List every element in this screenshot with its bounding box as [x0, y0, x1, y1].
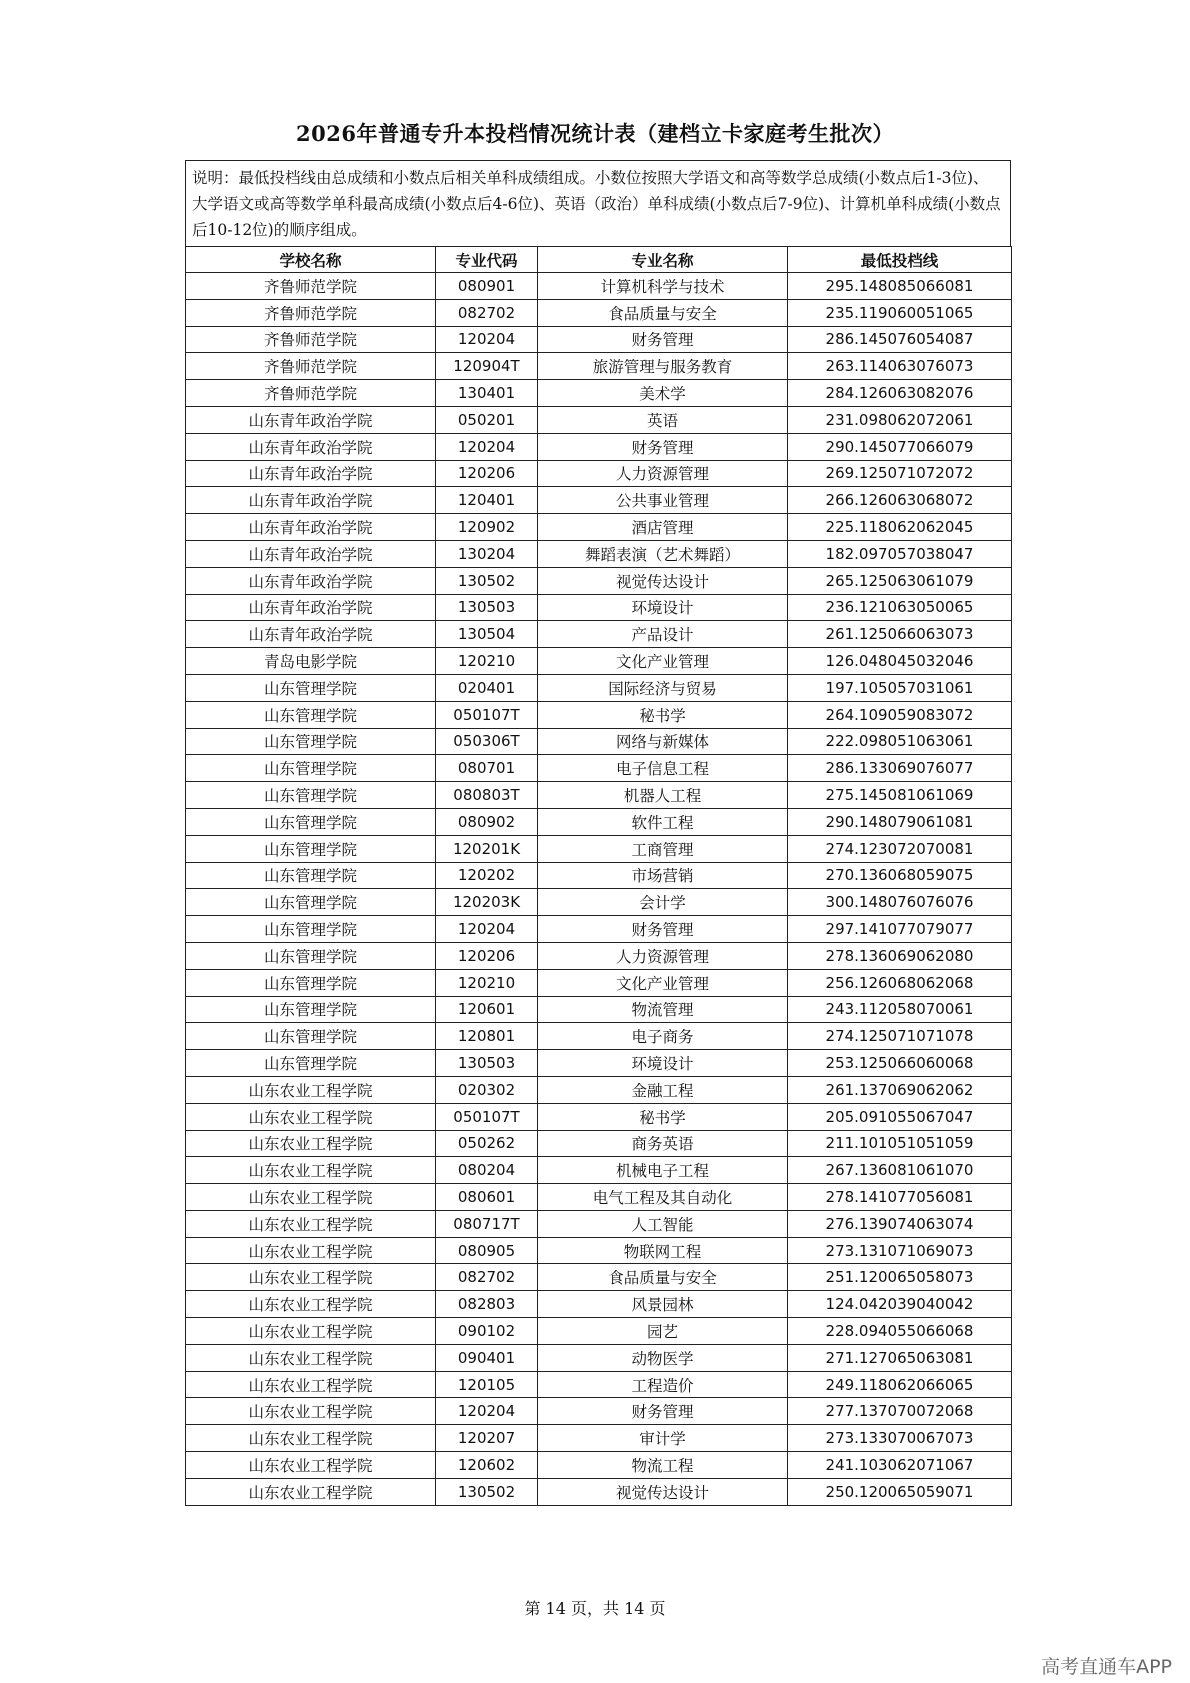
min-score-cell: 266.126063068072	[788, 487, 1012, 514]
table-row	[186, 1210, 1012, 1237]
table-header-row	[186, 247, 1012, 273]
table-row	[186, 1398, 1012, 1425]
school-name-cell: 山东青年政治学院	[186, 406, 436, 433]
table-row	[186, 1184, 1012, 1211]
school-name-cell: 山东管理学院	[186, 1050, 436, 1077]
min-score-cell: 263.114063076073	[788, 353, 1012, 380]
school-name-cell: 山东农业工程学院	[186, 1398, 436, 1425]
min-score-cell: 225.118062062045	[788, 514, 1012, 541]
school-name-cell: 山东农业工程学院	[186, 1318, 436, 1345]
min-score-cell: 265.125063061079	[788, 567, 1012, 594]
admission-sheet	[185, 160, 1011, 1506]
table-row	[186, 1264, 1012, 1291]
table-row	[186, 1023, 1012, 1050]
table-row	[186, 808, 1012, 835]
major-code-cell: 080701	[436, 755, 538, 782]
min-score-cell: 276.139074063074	[788, 1210, 1012, 1237]
major-name-cell: 电气工程及其自动化	[538, 1184, 788, 1211]
school-name-cell: 山东农业工程学院	[186, 1291, 436, 1318]
school-name-cell: 山东农业工程学院	[186, 1371, 436, 1398]
table-row	[186, 1103, 1012, 1130]
page-title: 2026年普通专升本投档情况统计表（建档立卡家庭考生批次）	[296, 121, 894, 146]
major-code-cell: 050262	[436, 1130, 538, 1157]
major-name-cell: 风景园林	[538, 1291, 788, 1318]
school-name-cell: 山东管理学院	[186, 755, 436, 782]
major-code-cell: 130204	[436, 540, 538, 567]
school-name-cell: 齐鲁师范学院	[186, 299, 436, 326]
min-score-cell: 126.048045032046	[788, 648, 1012, 675]
table-row	[186, 326, 1012, 353]
min-score-cell: 271.127065063081	[788, 1344, 1012, 1371]
major-name-cell: 秘书学	[538, 1103, 788, 1130]
school-name-cell: 山东农业工程学院	[186, 1425, 436, 1452]
major-code-cell: 082803	[436, 1291, 538, 1318]
min-score-cell: 197.105057031061	[788, 674, 1012, 701]
major-name-cell: 旅游管理与服务教育	[538, 353, 788, 380]
min-score-cell: 290.148079061081	[788, 808, 1012, 835]
table-row	[186, 916, 1012, 943]
min-score-cell: 290.145077066079	[788, 433, 1012, 460]
table-row	[186, 540, 1012, 567]
min-score-cell: 273.133070067073	[788, 1425, 1012, 1452]
major-name-cell: 酒店管理	[538, 514, 788, 541]
major-name-cell: 环境设计	[538, 1050, 788, 1077]
major-code-cell: 130503	[436, 594, 538, 621]
table-row	[186, 755, 1012, 782]
column-header-major-code: 专业代码	[436, 247, 538, 273]
major-code-cell: 050306T	[436, 728, 538, 755]
major-name-cell: 国际经济与贸易	[538, 674, 788, 701]
school-name-cell: 山东农业工程学院	[186, 1076, 436, 1103]
min-score-cell: 231.098062072061	[788, 406, 1012, 433]
admission-table	[185, 246, 1012, 1506]
major-code-cell: 082702	[436, 299, 538, 326]
watermark: 高考直通车APP	[1041, 1656, 1172, 1678]
min-score-cell: 286.145076054087	[788, 326, 1012, 353]
school-name-cell: 山东青年政治学院	[186, 487, 436, 514]
major-name-cell: 人力资源管理	[538, 942, 788, 969]
table-row	[186, 621, 1012, 648]
major-name-cell: 工程造价	[538, 1371, 788, 1398]
school-name-cell: 山东青年政治学院	[186, 460, 436, 487]
major-name-cell: 财务管理	[538, 1398, 788, 1425]
major-name-cell: 机械电子工程	[538, 1157, 788, 1184]
table-row	[186, 460, 1012, 487]
school-name-cell: 山东青年政治学院	[186, 594, 436, 621]
page-footer: 第 14 页，共 14 页	[524, 1599, 666, 1618]
min-score-cell: 253.125066060068	[788, 1050, 1012, 1077]
major-code-cell: 020401	[436, 674, 538, 701]
table-row	[186, 299, 1012, 326]
major-name-cell: 网络与新媒体	[538, 728, 788, 755]
table-row	[186, 1318, 1012, 1345]
school-name-cell: 山东管理学院	[186, 996, 436, 1023]
major-code-cell: 080717T	[436, 1210, 538, 1237]
school-name-cell: 山东农业工程学院	[186, 1210, 436, 1237]
school-name-cell: 山东农业工程学院	[186, 1103, 436, 1130]
table-row	[186, 1425, 1012, 1452]
school-name-cell: 山东管理学院	[186, 942, 436, 969]
major-code-cell: 120801	[436, 1023, 538, 1050]
table-row	[186, 353, 1012, 380]
school-name-cell: 山东农业工程学院	[186, 1452, 436, 1479]
major-code-cell: 120401	[436, 487, 538, 514]
major-code-cell: 120204	[436, 1398, 538, 1425]
min-score-cell: 273.131071069073	[788, 1237, 1012, 1264]
min-score-cell: 284.126063082076	[788, 380, 1012, 407]
min-score-cell: 264.109059083072	[788, 701, 1012, 728]
min-score-cell: 275.145081061069	[788, 782, 1012, 809]
school-name-cell: 山东农业工程学院	[186, 1184, 436, 1211]
major-name-cell: 秘书学	[538, 701, 788, 728]
major-code-cell: 120207	[436, 1425, 538, 1452]
table-row	[186, 1344, 1012, 1371]
school-name-cell: 山东管理学院	[186, 916, 436, 943]
school-name-cell: 山东农业工程学院	[186, 1478, 436, 1505]
table-row	[186, 1291, 1012, 1318]
major-name-cell: 人力资源管理	[538, 460, 788, 487]
major-code-cell: 120206	[436, 942, 538, 969]
table-row	[186, 1050, 1012, 1077]
major-code-cell: 120601	[436, 996, 538, 1023]
table-row	[186, 942, 1012, 969]
school-name-cell: 山东青年政治学院	[186, 514, 436, 541]
table-row	[186, 862, 1012, 889]
table-row	[186, 487, 1012, 514]
major-code-cell: 120105	[436, 1371, 538, 1398]
column-header-school: 学校名称	[186, 247, 436, 273]
school-name-cell: 齐鲁师范学院	[186, 380, 436, 407]
major-name-cell: 机器人工程	[538, 782, 788, 809]
school-name-cell: 山东管理学院	[186, 701, 436, 728]
major-name-cell: 美术学	[538, 380, 788, 407]
school-name-cell: 齐鲁师范学院	[186, 273, 436, 300]
min-score-cell: 277.137070072068	[788, 1398, 1012, 1425]
major-code-cell: 020302	[436, 1076, 538, 1103]
table-row	[186, 567, 1012, 594]
table-row	[186, 782, 1012, 809]
major-name-cell: 商务英语	[538, 1130, 788, 1157]
table-row	[186, 594, 1012, 621]
min-score-cell: 300.148076076076	[788, 889, 1012, 916]
table-row	[186, 1371, 1012, 1398]
table-row	[186, 406, 1012, 433]
table-row	[186, 514, 1012, 541]
major-code-cell: 130502	[436, 1478, 538, 1505]
major-name-cell: 财务管理	[538, 326, 788, 353]
min-score-cell: 124.042039040042	[788, 1291, 1012, 1318]
min-score-cell: 274.123072070081	[788, 835, 1012, 862]
school-name-cell: 山东青年政治学院	[186, 433, 436, 460]
table-row	[186, 996, 1012, 1023]
table-row	[186, 433, 1012, 460]
major-code-cell: 120201K	[436, 835, 538, 862]
min-score-cell: 278.141077056081	[788, 1184, 1012, 1211]
major-name-cell: 动物医学	[538, 1344, 788, 1371]
major-name-cell: 审计学	[538, 1425, 788, 1452]
table-row	[186, 969, 1012, 996]
table-row	[186, 1130, 1012, 1157]
major-name-cell: 物联网工程	[538, 1237, 788, 1264]
major-name-cell: 会计学	[538, 889, 788, 916]
major-name-cell: 物流工程	[538, 1452, 788, 1479]
min-score-cell: 270.136068059075	[788, 862, 1012, 889]
table-row	[186, 1157, 1012, 1184]
major-code-cell: 080905	[436, 1237, 538, 1264]
column-header-min-score: 最低投档线	[788, 247, 1012, 273]
major-name-cell: 英语	[538, 406, 788, 433]
major-code-cell: 080204	[436, 1157, 538, 1184]
table-row	[186, 1452, 1012, 1479]
major-name-cell: 文化产业管理	[538, 969, 788, 996]
min-score-cell: 295.148085066081	[788, 273, 1012, 300]
min-score-cell: 249.118062066065	[788, 1371, 1012, 1398]
min-score-cell: 182.097057038047	[788, 540, 1012, 567]
major-name-cell: 食品质量与安全	[538, 299, 788, 326]
table-row	[186, 835, 1012, 862]
min-score-cell: 205.091055067047	[788, 1103, 1012, 1130]
major-name-cell: 金融工程	[538, 1076, 788, 1103]
school-name-cell: 山东青年政治学院	[186, 567, 436, 594]
min-score-cell: 267.136081061070	[788, 1157, 1012, 1184]
major-name-cell: 视觉传达设计	[538, 567, 788, 594]
table-row	[186, 1237, 1012, 1264]
table-row	[186, 701, 1012, 728]
min-score-cell: 243.112058070061	[788, 996, 1012, 1023]
school-name-cell: 山东管理学院	[186, 889, 436, 916]
major-code-cell: 120210	[436, 648, 538, 675]
major-code-cell: 080601	[436, 1184, 538, 1211]
major-code-cell: 120203K	[436, 889, 538, 916]
school-name-cell: 齐鲁师范学院	[186, 326, 436, 353]
major-name-cell: 园艺	[538, 1318, 788, 1345]
major-code-cell: 050201	[436, 406, 538, 433]
major-code-cell: 120204	[436, 433, 538, 460]
table-row	[186, 1478, 1012, 1505]
major-name-cell: 财务管理	[538, 916, 788, 943]
major-name-cell: 环境设计	[538, 594, 788, 621]
major-code-cell: 130502	[436, 567, 538, 594]
school-name-cell: 山东管理学院	[186, 969, 436, 996]
min-score-cell: 211.101051051059	[788, 1130, 1012, 1157]
school-name-cell: 山东农业工程学院	[186, 1237, 436, 1264]
school-name-cell: 山东农业工程学院	[186, 1344, 436, 1371]
major-code-cell: 050107T	[436, 701, 538, 728]
min-score-cell: 251.120065058073	[788, 1264, 1012, 1291]
major-name-cell: 视觉传达设计	[538, 1478, 788, 1505]
major-name-cell: 计算机科学与技术	[538, 273, 788, 300]
major-code-cell: 120202	[436, 862, 538, 889]
major-code-cell: 082702	[436, 1264, 538, 1291]
major-name-cell: 食品质量与安全	[538, 1264, 788, 1291]
min-score-cell: 297.141077079077	[788, 916, 1012, 943]
major-code-cell: 080901	[436, 273, 538, 300]
school-name-cell: 青岛电影学院	[186, 648, 436, 675]
major-name-cell: 舞蹈表演（艺术舞蹈）	[538, 540, 788, 567]
school-name-cell: 山东管理学院	[186, 728, 436, 755]
major-name-cell: 电子信息工程	[538, 755, 788, 782]
school-name-cell: 山东农业工程学院	[186, 1130, 436, 1157]
major-code-cell: 120602	[436, 1452, 538, 1479]
major-name-cell: 工商管理	[538, 835, 788, 862]
min-score-cell: 274.125071071078	[788, 1023, 1012, 1050]
min-score-cell: 235.119060051065	[788, 299, 1012, 326]
major-name-cell: 软件工程	[538, 808, 788, 835]
school-name-cell: 山东农业工程学院	[186, 1157, 436, 1184]
table-row	[186, 1076, 1012, 1103]
major-name-cell: 财务管理	[538, 433, 788, 460]
table-row	[186, 273, 1012, 300]
school-name-cell: 山东农业工程学院	[186, 1264, 436, 1291]
min-score-cell: 236.121063050065	[788, 594, 1012, 621]
major-name-cell: 物流管理	[538, 996, 788, 1023]
table-row	[186, 728, 1012, 755]
table-body	[186, 273, 1012, 1506]
major-code-cell: 120206	[436, 460, 538, 487]
table-row	[186, 380, 1012, 407]
major-code-cell: 080803T	[436, 782, 538, 809]
table-row	[186, 889, 1012, 916]
major-code-cell: 050107T	[436, 1103, 538, 1130]
major-name-cell: 人工智能	[538, 1210, 788, 1237]
major-code-cell: 120204	[436, 916, 538, 943]
major-code-cell: 090401	[436, 1344, 538, 1371]
min-score-cell: 269.125071072072	[788, 460, 1012, 487]
min-score-cell: 261.125066063073	[788, 621, 1012, 648]
min-score-cell: 286.133069076077	[788, 755, 1012, 782]
major-code-cell: 080902	[436, 808, 538, 835]
min-score-cell: 228.094055066068	[788, 1318, 1012, 1345]
major-name-cell: 市场营销	[538, 862, 788, 889]
school-name-cell: 山东管理学院	[186, 835, 436, 862]
major-name-cell: 产品设计	[538, 621, 788, 648]
min-score-cell: 256.126068062068	[788, 969, 1012, 996]
major-name-cell: 电子商务	[538, 1023, 788, 1050]
school-name-cell: 齐鲁师范学院	[186, 353, 436, 380]
major-code-cell: 120904T	[436, 353, 538, 380]
major-code-cell: 130401	[436, 380, 538, 407]
school-name-cell: 山东青年政治学院	[186, 621, 436, 648]
column-header-major-name: 专业名称	[538, 247, 788, 273]
major-code-cell: 130504	[436, 621, 538, 648]
school-name-cell: 山东管理学院	[186, 782, 436, 809]
major-code-cell: 120902	[436, 514, 538, 541]
min-score-cell: 261.137069062062	[788, 1076, 1012, 1103]
min-score-cell: 222.098051063061	[788, 728, 1012, 755]
school-name-cell: 山东管理学院	[186, 862, 436, 889]
school-name-cell: 山东青年政治学院	[186, 540, 436, 567]
major-name-cell: 公共事业管理	[538, 487, 788, 514]
major-code-cell: 120210	[436, 969, 538, 996]
major-code-cell: 090102	[436, 1318, 538, 1345]
major-name-cell: 文化产业管理	[538, 648, 788, 675]
major-code-cell: 120204	[436, 326, 538, 353]
min-score-cell: 250.120065059071	[788, 1478, 1012, 1505]
major-code-cell: 130503	[436, 1050, 538, 1077]
min-score-cell: 241.103062071067	[788, 1452, 1012, 1479]
school-name-cell: 山东管理学院	[186, 674, 436, 701]
school-name-cell: 山东管理学院	[186, 808, 436, 835]
table-row	[186, 648, 1012, 675]
min-score-cell: 278.136069062080	[788, 942, 1012, 969]
explanation-note: 说明：最低投档线由总成绩和小数点后相关单科成绩组成。小数位按照大学语文和高等数学总成绩(小数点后1-3位)、大学语文或高等数学单科最高成绩(小数点后4-6位)、英语（政治）单科成绩(小数点后7-9位)、计算机单科成绩(小数点后10-12位)的顺序组成。	[185, 160, 1011, 246]
table-row	[186, 674, 1012, 701]
school-name-cell: 山东管理学院	[186, 1023, 436, 1050]
